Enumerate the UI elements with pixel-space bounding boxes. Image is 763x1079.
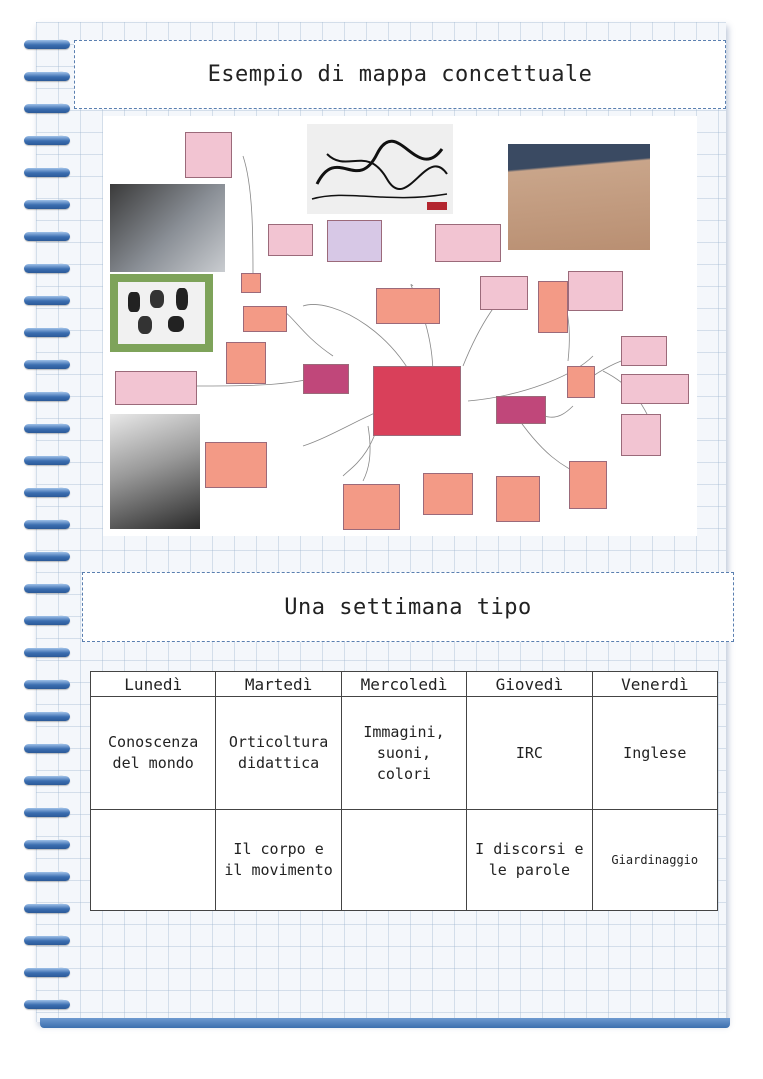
photo-black-paint-art <box>307 124 453 214</box>
table-cell: Conoscenza del mondo <box>91 697 216 810</box>
map-node <box>568 271 623 311</box>
map-node <box>621 374 689 404</box>
spiral-ring <box>24 200 70 209</box>
table-cell: Inglese <box>592 697 717 810</box>
spiral-ring <box>24 360 70 369</box>
spiral-ring <box>24 872 70 881</box>
spiral-ring <box>24 40 70 49</box>
table-cell: Orticoltura didattica <box>216 697 341 810</box>
spiral-ring <box>24 136 70 145</box>
map-node <box>268 224 313 256</box>
spiral-ring <box>24 104 70 113</box>
paint-splatter-drawing <box>307 124 453 214</box>
photo-animal-silhouettes <box>110 274 213 352</box>
map-node <box>243 306 287 332</box>
notebook-bottom-edge <box>40 1018 730 1028</box>
table-cell: Giardinaggio <box>592 810 717 911</box>
map-node <box>496 476 540 522</box>
day-header-monday: Lunedì <box>91 672 216 697</box>
map-node <box>621 336 667 366</box>
spiral-ring <box>24 168 70 177</box>
concept-map-image <box>103 116 697 536</box>
day-header-thursday: Giovedì <box>467 672 592 697</box>
spiral-ring <box>24 616 70 625</box>
spiral-binding <box>24 40 76 1020</box>
spiral-ring <box>24 680 70 689</box>
spiral-ring <box>24 456 70 465</box>
map-node <box>569 461 607 509</box>
table-header-row <box>91 672 718 697</box>
weekly-schedule-table <box>90 671 718 911</box>
spiral-ring <box>24 712 70 721</box>
map-node <box>185 132 232 178</box>
map-node <box>327 220 382 262</box>
table-cell: I discorsi e le parole <box>467 810 592 911</box>
spiral-ring <box>24 968 70 977</box>
table-row <box>91 697 718 810</box>
spiral-ring <box>24 520 70 529</box>
map-node <box>205 442 267 488</box>
table-cell: IRC <box>467 697 592 810</box>
photo-shadow-play <box>110 184 225 272</box>
spiral-ring <box>24 936 70 945</box>
day-header-wednesday: Mercoledì <box>341 672 466 697</box>
map-node <box>115 371 197 405</box>
spiral-ring <box>24 552 70 561</box>
table-cell <box>91 810 216 911</box>
spiral-ring <box>24 232 70 241</box>
spiral-ring <box>24 72 70 81</box>
map-node-central <box>373 366 461 436</box>
map-node <box>496 396 546 424</box>
spiral-ring <box>24 328 70 337</box>
spiral-ring <box>24 744 70 753</box>
spiral-ring <box>24 488 70 497</box>
spiral-ring <box>24 584 70 593</box>
day-header-tuesday: Martedì <box>216 672 341 697</box>
map-node <box>376 288 440 324</box>
map-node <box>241 273 261 293</box>
map-node <box>567 366 595 398</box>
map-node <box>621 414 661 456</box>
photo-light-table <box>110 414 200 529</box>
table-cell <box>341 810 466 911</box>
map-node <box>435 224 501 262</box>
spiral-ring <box>24 392 70 401</box>
photo-shadow-tracing-floor <box>508 144 650 250</box>
table-cell: Il corpo e il movimento <box>216 810 341 911</box>
spiral-ring <box>24 808 70 817</box>
weekly-schedule-title: Una settimana tipo <box>82 572 734 642</box>
spiral-ring <box>24 296 70 305</box>
map-node <box>303 364 349 394</box>
concept-map-title: Esempio di mappa concettuale <box>74 40 726 109</box>
table-row <box>91 810 718 911</box>
map-node <box>343 484 400 530</box>
spiral-ring <box>24 904 70 913</box>
map-node <box>423 473 473 515</box>
spiral-ring <box>24 264 70 273</box>
spiral-ring <box>24 424 70 433</box>
map-node <box>226 342 266 384</box>
day-header-friday: Venerdì <box>592 672 717 697</box>
spiral-ring <box>24 776 70 785</box>
spiral-ring <box>24 648 70 657</box>
map-node <box>480 276 528 310</box>
spiral-ring <box>24 840 70 849</box>
map-node <box>538 281 568 333</box>
table-cell: Immagini, suoni, colori <box>341 697 466 810</box>
spiral-ring <box>24 1000 70 1009</box>
